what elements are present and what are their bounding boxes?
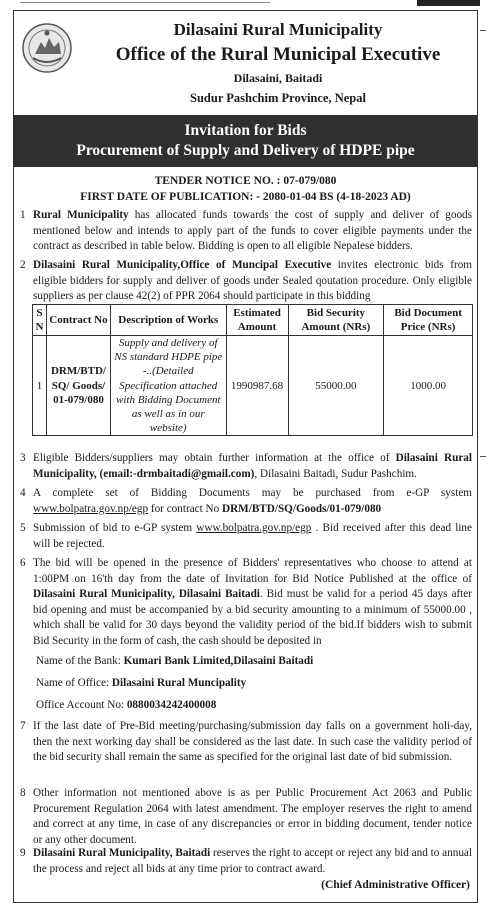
- list-item: 6 The bid will be opened in the presence of Bidders' representatives who choose to attend at 1:00PM on 16'th day from the date of Invitation for Bid Notice Published at the office of Dilasaini Rural Municipality, Dilasaini Baitadi. Bid must be valid for a period 45 days after bid opening and must be accompanied by a bid security amounting to a minimum of 55000.00 , which shall be valid for 30 days beyond the validity period of the bid.If bidders wish to submit Bid Security in the form of cash, the cash should be deposited in: [20, 557, 472, 647]
- banner-title: Invitation for Bids: [184, 122, 307, 139]
- account-number-line: Office Account No: 0880034242400008: [36, 699, 217, 711]
- cell-bid-security: 55000.00: [288, 336, 384, 436]
- cell-estimated-amount: 1990987.68: [226, 336, 288, 436]
- col-bid-security: Bid Security Amount (NRs): [288, 305, 384, 336]
- top-strip: [0, 0, 491, 8]
- list-item: 8 Other information not mentioned above is as per Public Procurement Act 2063 and Public Procurement Regulation 2064 with latest amendment. The employer reserves the right to amend and correct at any time, in case of any discrepancies or error in bidding document, tender notice or any other document.: [20, 787, 472, 846]
- list-item: 5 Submission of bid to e-GP system www.bolpatra.gov.np/egp . Bid received after this dead line will be rejected.: [20, 522, 472, 550]
- municipality-name: Dilasaini Rural Municipality: [173, 20, 383, 39]
- signatory: (Chief Administrative Officer): [321, 879, 470, 891]
- col-contract-no: Contract No: [46, 305, 110, 336]
- top-rule: [20, 2, 270, 3]
- col-document-price: Bid Document Price (NRs): [384, 305, 473, 336]
- title-banner: [14, 115, 477, 167]
- cell-document-price: 1000.00: [384, 336, 473, 436]
- bank-name-line: Name of the Bank: Kumari Bank Limited,Dilasaini Baitadi: [36, 655, 314, 667]
- bolpatra-link[interactable]: www.bolpatra.gov.np/egp: [196, 522, 312, 534]
- cell-contract-no: DRM/BTD/ SQ/ Goods/ 01-079/080: [46, 336, 110, 436]
- right-edge-tick: [480, 456, 486, 457]
- list-item: 9 Dilasaini Rural Municipality, Baitadi reserves the right to accept or reject any bid and to annual the process and reject all bids at any time prior to contract award.: [20, 847, 472, 875]
- list-item: 2 Dilasaini Rural Municipality,Office of Muncipal Executive invites electronic bids from eligible bidders for supply and deliver of goods under Sealed qoutation procedure. Only eligible suppliers as per clause 42(2) of PPR 2064 should participate in this bidding: [20, 259, 473, 303]
- tender-notice-number: TENDER NOTICE NO. : 07-079/080: [154, 175, 337, 187]
- office-name-line: Name of Office: Dilasaini Rural Muncipality: [36, 677, 247, 689]
- right-edge-tick: [480, 30, 486, 31]
- publication-date: FIRST DATE OF PUBLICATION: - 2080-01-04 BS (4-18-2023 AD): [80, 191, 411, 203]
- cell-description: Supply and delivery of NS standard HDPE pipe -..(Detailed Specification attached with Bidding Document as well as in our website): [110, 336, 226, 436]
- office-location: Dilasaini, Baitadi: [233, 71, 323, 85]
- top-block: [417, 0, 480, 6]
- list-item: 4 A complete set of Bidding Documents may be purchased from e-GP system www.bolpatra.gov.np/egp for contract No DRM/BTD/SQ/Goods/01-079/080: [20, 487, 472, 515]
- table-header-row: [33, 305, 473, 336]
- cell-sn: 1: [33, 336, 47, 436]
- col-estimated-amount: Estimated Amount: [226, 305, 288, 336]
- list-item: 3 Eligible Bidders/suppliers may obtain further information at the office of Dilasaini Rural Municipality, (email:-drmbaitadi@gmail.com), Dilasaini Baitadi, Sudur Pashchim.: [20, 452, 472, 480]
- banner-subtitle: Procurement of Supply and Delivery of HDPE pipe: [76, 142, 415, 159]
- col-description: Description of Works: [110, 305, 226, 336]
- table-row: [33, 336, 473, 436]
- government-emblem-icon: [21, 22, 73, 74]
- bolpatra-link[interactable]: www.bolpatra.gov.np/egp: [33, 502, 149, 515]
- list-item: 1 Rural Municipality has allocated funds towards the cost of supply and deliver of goods mentioned below and intends to apply part of the funds to cover eligible payments under the contract as described in table below. Bidding is open to all eligible Nepalese bidders.: [20, 209, 472, 253]
- province-name: Sudur Pashchim Province, Nepal: [190, 91, 366, 105]
- col-sn: S N: [33, 305, 47, 336]
- bid-table: [32, 304, 473, 436]
- office-name: Office of the Rural Municipal Executive: [115, 44, 441, 65]
- list-item: 7 If the last date of Pre-Bid meeting/purchasing/submission day falls on a government holi-day, then the next working day shall be considered as the last date. In such case the validity period of the bid security shall remain the same as specified for the original last date of bid submission.: [20, 720, 472, 764]
